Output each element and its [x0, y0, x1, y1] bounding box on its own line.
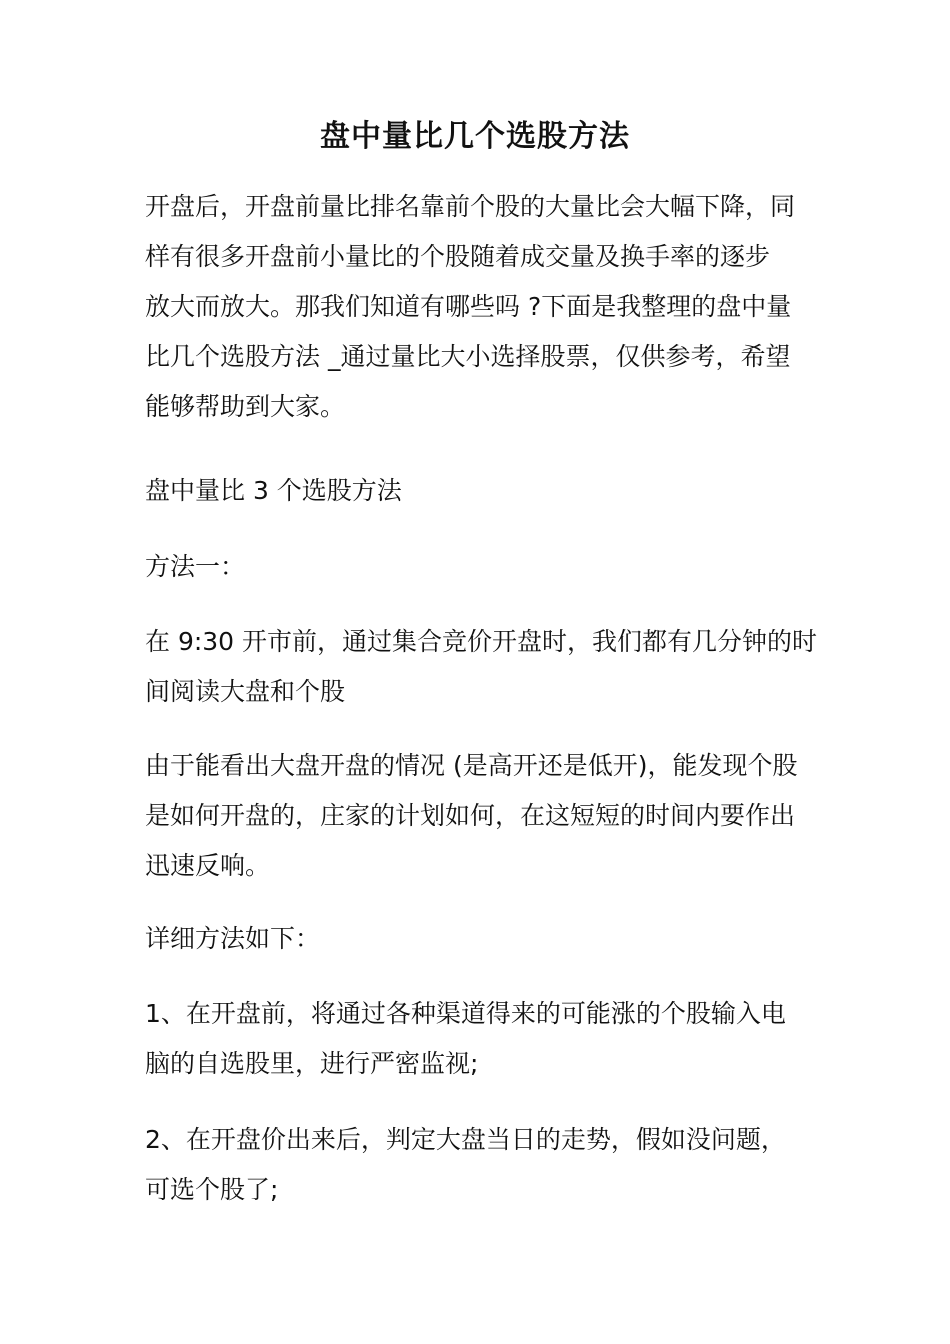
paragraph-line: 由于能看出大盘开盘的情况 (是高开还是低开)，能发现个股: [145, 751, 798, 780]
detail-heading-text: 详细方法如下：: [145, 924, 321, 953]
method-paragraph-2: [145, 741, 810, 891]
paragraph-line: 比几个选股方法 _通过量比大小选择股票，仅供参考，希望: [145, 342, 791, 371]
paragraph-line: 是如何开盘的，庄家的计划如何，在这短短的时间内要作出: [145, 801, 796, 830]
step-1: [145, 989, 810, 1089]
paragraph-line: 放大而放大。那我们知道有哪些吗 ?下面是我整理的盘中量: [145, 292, 792, 321]
paragraph-line: 1、在开盘前，将通过各种渠道得来的可能涨的个股输入电: [145, 999, 786, 1028]
method-paragraph-1: [145, 617, 818, 717]
section-subtitle: [145, 466, 810, 516]
paragraph-line: 迅速反响。: [145, 851, 271, 880]
paragraph-line: 能够帮助到大家。: [145, 392, 346, 421]
document-title: 盘中量比几个选股方法: [320, 119, 630, 154]
intro-paragraph: [145, 182, 810, 432]
method-heading: [145, 542, 810, 592]
paragraph-line: 间阅读大盘和个股: [145, 677, 346, 706]
paragraph-line: 脑的自选股里，进行严密监视;: [145, 1049, 479, 1078]
detail-heading: [145, 914, 810, 964]
method-heading-text: 方法一：: [145, 552, 246, 581]
paragraph-line: 样有很多开盘前小量比的个股随着成交量及换手率的逐步: [145, 242, 771, 271]
subtitle-text: 盘中量比 3 个选股方法: [145, 476, 402, 505]
paragraph-line: 在 9:30 开市前，通过集合竞价开盘时，我们都有几分钟的时: [145, 627, 818, 656]
step-2: [145, 1115, 810, 1215]
paragraph-line: 开盘后，开盘前量比排名靠前个股的大量比会大幅下降，同: [145, 192, 796, 221]
paragraph-line: 可选个股了;: [145, 1175, 279, 1204]
paragraph-line: 2、在开盘价出来后，判定大盘当日的走势，假如没问题，: [145, 1125, 786, 1154]
